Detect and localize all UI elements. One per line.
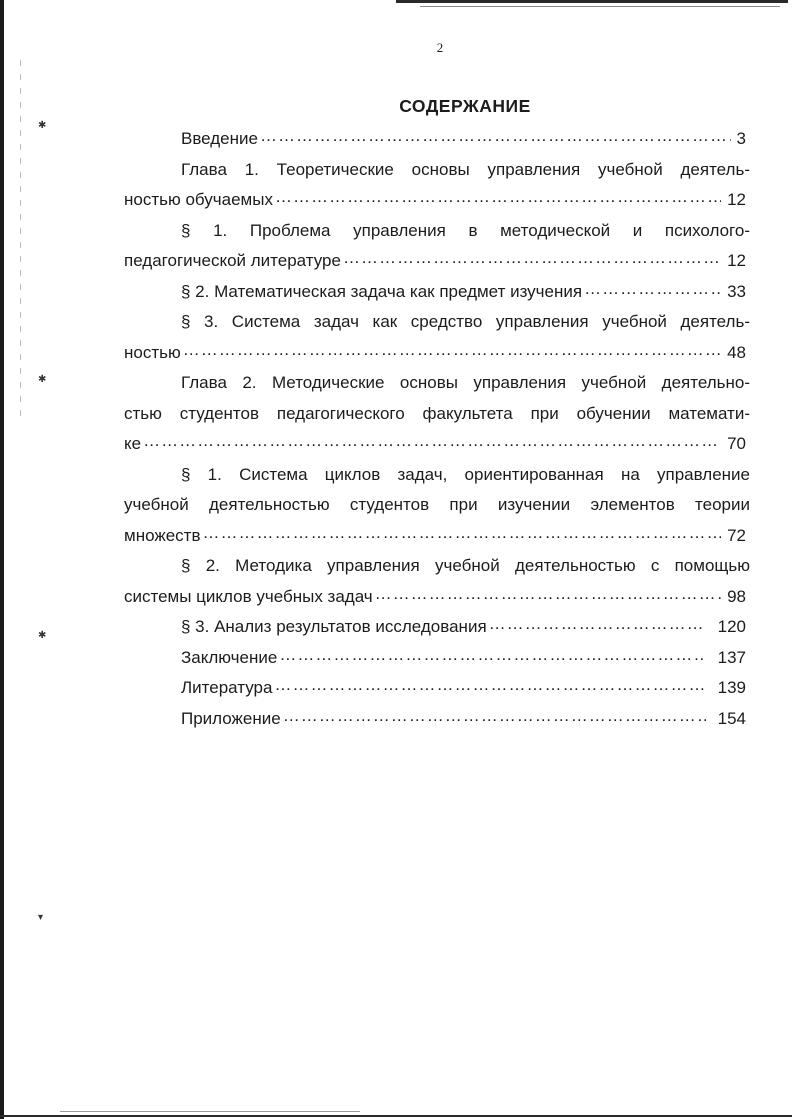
toc-page-number: 120 [717, 617, 746, 636]
binder-hole-mark-icon: ▾ [38, 912, 44, 923]
scan-edge-top-inner [420, 6, 780, 7]
dot-leader [275, 191, 721, 205]
toc-page-number: 70 [727, 434, 746, 453]
binder-hole-mark-icon: ✱ [38, 374, 47, 385]
scan-edge-top [396, 0, 788, 3]
dot-leader [260, 130, 731, 144]
toc-entry-text: § 3. Система задач как средство управления учебной деятель- [181, 312, 750, 331]
table-of-contents [124, 124, 750, 734]
toc-entry-text: Приложение [181, 708, 281, 728]
toc-entry[interactable] [124, 307, 750, 368]
toc-entry[interactable] [124, 673, 750, 704]
toc-entry[interactable] [124, 216, 750, 277]
dot-leader [279, 649, 706, 663]
toc-entry-text: педагогической литературе [124, 251, 341, 270]
toc-entry-text: ностью обучаемых [124, 190, 273, 209]
toc-entry-text: § 2. Математическая задача как предмет изучения [181, 281, 583, 301]
dot-leader [375, 588, 721, 602]
toc-entry-text: § 1. Проблема управления в методической и психолого- [181, 220, 750, 240]
toc-entry-text: ке [124, 434, 142, 453]
toc-entry-text: стью студентов педагогического факультета при обучении математи- [124, 403, 750, 423]
toc-title: СОДЕРЖАНИЕ [399, 96, 531, 116]
scan-edge-left [0, 0, 4, 1119]
toc-entry[interactable] [124, 704, 750, 735]
dot-leader [143, 435, 721, 449]
dot-leader [343, 252, 721, 266]
toc-page-number: 12 [727, 251, 746, 270]
scan-edge-bottom-inner [60, 1111, 360, 1112]
toc-entry-text: ностью [124, 342, 181, 362]
binder-hole-mark-icon: ✱ [38, 120, 47, 131]
toc-entry-text: Глава 2. Методические основы управления учебной деятельно- [181, 373, 750, 392]
toc-entry[interactable] [124, 460, 750, 552]
toc-entry[interactable] [124, 124, 750, 155]
toc-entry-text: Введение [181, 129, 258, 148]
toc-page-number: 154 [717, 708, 746, 728]
toc-page-number: 33 [727, 281, 746, 301]
dot-leader [274, 679, 706, 693]
toc-entry[interactable] [124, 155, 750, 216]
binder-hole-mark-icon: ✱ [38, 630, 47, 641]
toc-entry-text: § 2. Методика управления учебной деятельностью с помощью [181, 556, 750, 575]
toc-entry[interactable] [124, 551, 750, 612]
dot-leader [489, 618, 706, 632]
dot-leader [584, 283, 721, 297]
dot-leader [183, 344, 721, 358]
toc-entry-text: системы циклов учебных задач [124, 586, 373, 606]
toc-entry[interactable] [124, 612, 750, 643]
toc-entry-text: § 3. Анализ результатов исследования [181, 617, 487, 636]
toc-page-number: 139 [717, 678, 746, 697]
toc-page-number: 48 [727, 342, 746, 362]
toc-entry-text: § 1. Система циклов задач, ориентированная на управление [181, 464, 750, 484]
toc-entry[interactable] [124, 368, 750, 460]
toc-entry[interactable] [124, 643, 750, 674]
page-number: 2 [436, 40, 444, 55]
toc-entry-text: Литература [181, 678, 273, 697]
toc-entry-text: учебной деятельностью студентов при изучении элементов теории [124, 495, 750, 514]
dot-leader [283, 710, 706, 724]
toc-page-number: 98 [727, 586, 746, 606]
dot-leader [202, 527, 721, 541]
toc-entry-text: Заключение [181, 647, 278, 667]
toc-entry-text: множеств [124, 525, 201, 545]
toc-entry-text: Глава 1. Теоретические основы управления учебной деятель- [181, 159, 750, 179]
toc-page-number: 72 [727, 525, 746, 545]
toc-page-number: 12 [727, 190, 746, 209]
scan-edge-bottom [0, 1115, 792, 1117]
toc-page-number: 137 [717, 647, 746, 667]
toc-entry[interactable] [124, 277, 750, 308]
toc-page-number: 3 [736, 129, 746, 148]
